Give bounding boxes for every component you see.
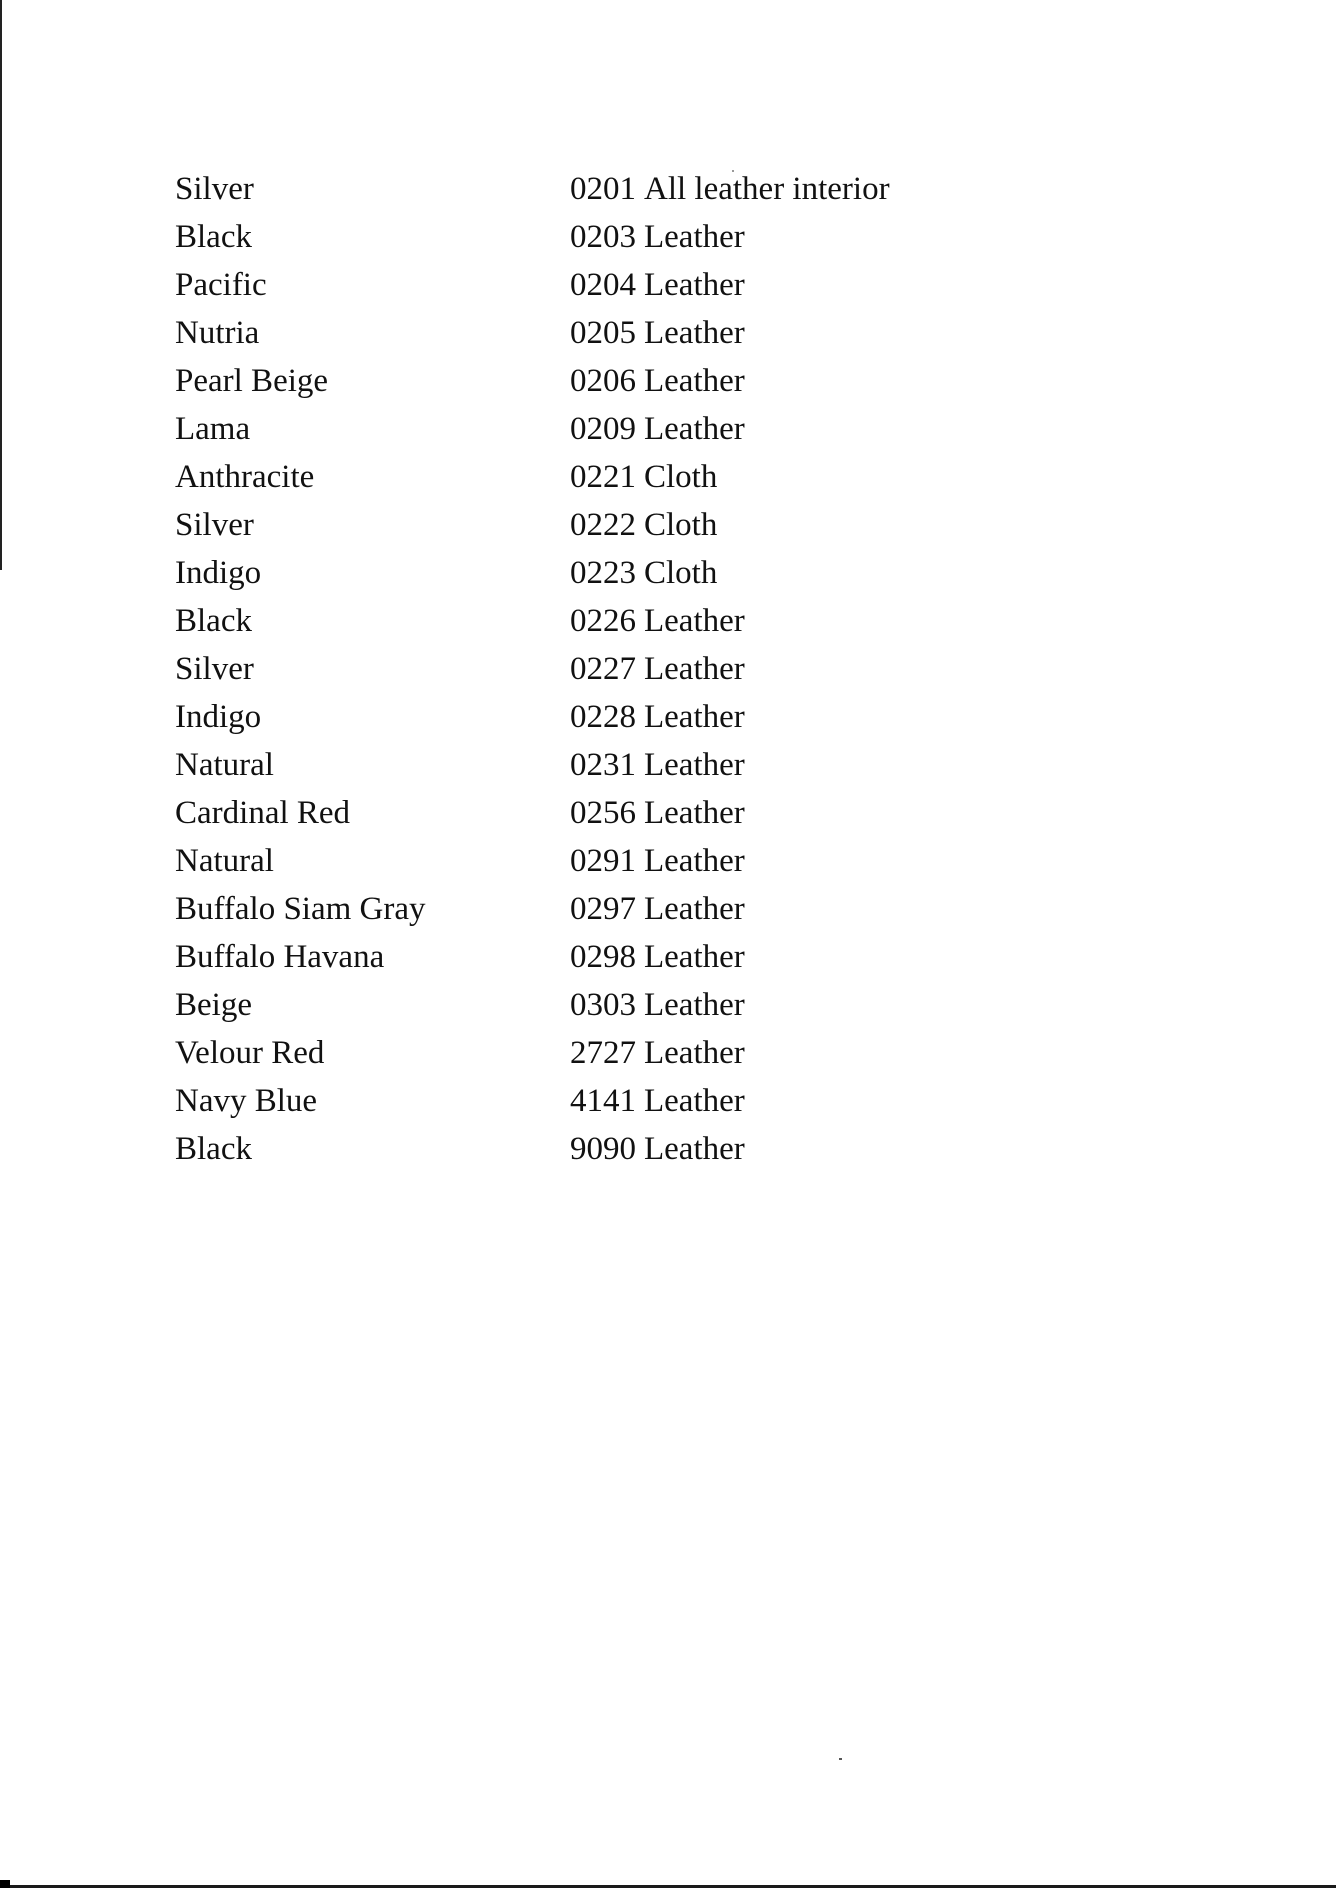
list-item [0, 885, 1336, 933]
color-name: Buffalo Havana [175, 939, 385, 975]
list-item [0, 597, 1336, 645]
color-code: 0223 [570, 555, 636, 591]
material: Leather [644, 267, 745, 303]
material: Leather [644, 1131, 745, 1167]
color-name: Indigo [175, 699, 262, 735]
material: Leather [644, 891, 745, 927]
color-code: 0203 [570, 219, 636, 255]
color-name: Indigo [175, 555, 262, 591]
list-item [0, 357, 1336, 405]
code-description [570, 501, 717, 549]
color-code: 0303 [570, 987, 636, 1023]
material: Cloth [644, 555, 718, 591]
color-name: Navy Blue [175, 1083, 318, 1119]
color-code: 0221 [570, 459, 636, 495]
list-item [0, 405, 1336, 453]
color-code: 2727 [570, 1035, 636, 1071]
color-code: 0209 [570, 411, 636, 447]
code-description [570, 885, 745, 933]
color-name: Pacific [175, 267, 267, 303]
material: Cloth [644, 459, 718, 495]
color-name: Lama [175, 411, 251, 447]
material: Leather [644, 363, 745, 399]
code-description [570, 213, 745, 261]
color-name: Black [175, 1131, 252, 1167]
color-name: Pearl Beige [175, 363, 329, 399]
color-name: Nutria [175, 315, 260, 351]
code-description [570, 789, 745, 837]
code-description [570, 309, 745, 357]
color-name: Buffalo Siam Gray [175, 891, 426, 927]
scan-speck [839, 1758, 842, 1760]
material: Leather [644, 315, 745, 351]
code-description [570, 453, 717, 501]
color-name: Black [175, 219, 252, 255]
color-name: Black [175, 603, 252, 639]
color-code: 0201 [570, 171, 636, 207]
color-code: 0204 [570, 267, 636, 303]
material: Leather [644, 795, 745, 831]
material: Cloth [644, 507, 718, 543]
list-item [0, 1125, 1336, 1173]
color-code: 0228 [570, 699, 636, 735]
color-code: 0297 [570, 891, 636, 927]
code-description [570, 693, 745, 741]
code-description [570, 645, 745, 693]
color-name: Silver [175, 507, 254, 543]
material: Leather [644, 939, 745, 975]
list-item [0, 549, 1336, 597]
list-item [0, 165, 1336, 213]
code-description [570, 357, 745, 405]
list-item [0, 1077, 1336, 1125]
list-item [0, 981, 1336, 1029]
material: Leather [644, 747, 745, 783]
color-name: Silver [175, 171, 254, 207]
color-code: 0226 [570, 603, 636, 639]
material: All leather interior [644, 171, 890, 207]
list-item [0, 1029, 1336, 1077]
color-code: 0231 [570, 747, 636, 783]
list-item [0, 693, 1336, 741]
color-code: 0298 [570, 939, 636, 975]
color-code: 0222 [570, 507, 636, 543]
code-description [570, 1029, 745, 1077]
material: Leather [644, 1083, 745, 1119]
code-description [570, 597, 745, 645]
color-code: 4141 [570, 1083, 636, 1119]
color-code: 0291 [570, 843, 636, 879]
color-name: Anthracite [175, 459, 315, 495]
material: Leather [644, 987, 745, 1023]
material: Leather [644, 843, 745, 879]
code-description [570, 1077, 745, 1125]
code-description [570, 261, 745, 309]
color-name: Natural [175, 747, 274, 783]
color-code: 0227 [570, 651, 636, 687]
color-name: Velour Red [175, 1035, 325, 1071]
color-code: 0206 [570, 363, 636, 399]
material: Leather [644, 603, 745, 639]
material: Leather [644, 411, 745, 447]
list-item [0, 213, 1336, 261]
material: Leather [644, 651, 745, 687]
list-item [0, 261, 1336, 309]
list-item [0, 789, 1336, 837]
list-item [0, 933, 1336, 981]
code-description [570, 549, 717, 597]
interior-color-list [0, 165, 1336, 1173]
scan-corner-mark [0, 1880, 10, 1888]
code-description [570, 1125, 745, 1173]
list-item [0, 453, 1336, 501]
color-name: Cardinal Red [175, 795, 351, 831]
code-description [570, 165, 890, 213]
code-description [570, 933, 745, 981]
list-item [0, 741, 1336, 789]
color-name: Beige [175, 987, 252, 1023]
material: Leather [644, 1035, 745, 1071]
material: Leather [644, 219, 745, 255]
material: Leather [644, 699, 745, 735]
list-item [0, 837, 1336, 885]
color-name: Natural [175, 843, 274, 879]
list-item [0, 645, 1336, 693]
code-description [570, 981, 745, 1029]
color-code: 0205 [570, 315, 636, 351]
code-description [570, 837, 745, 885]
list-item [0, 501, 1336, 549]
color-name: Silver [175, 651, 254, 687]
code-description [570, 405, 745, 453]
color-code: 9090 [570, 1131, 636, 1167]
code-description [570, 741, 745, 789]
color-code: 0256 [570, 795, 636, 831]
list-item [0, 309, 1336, 357]
